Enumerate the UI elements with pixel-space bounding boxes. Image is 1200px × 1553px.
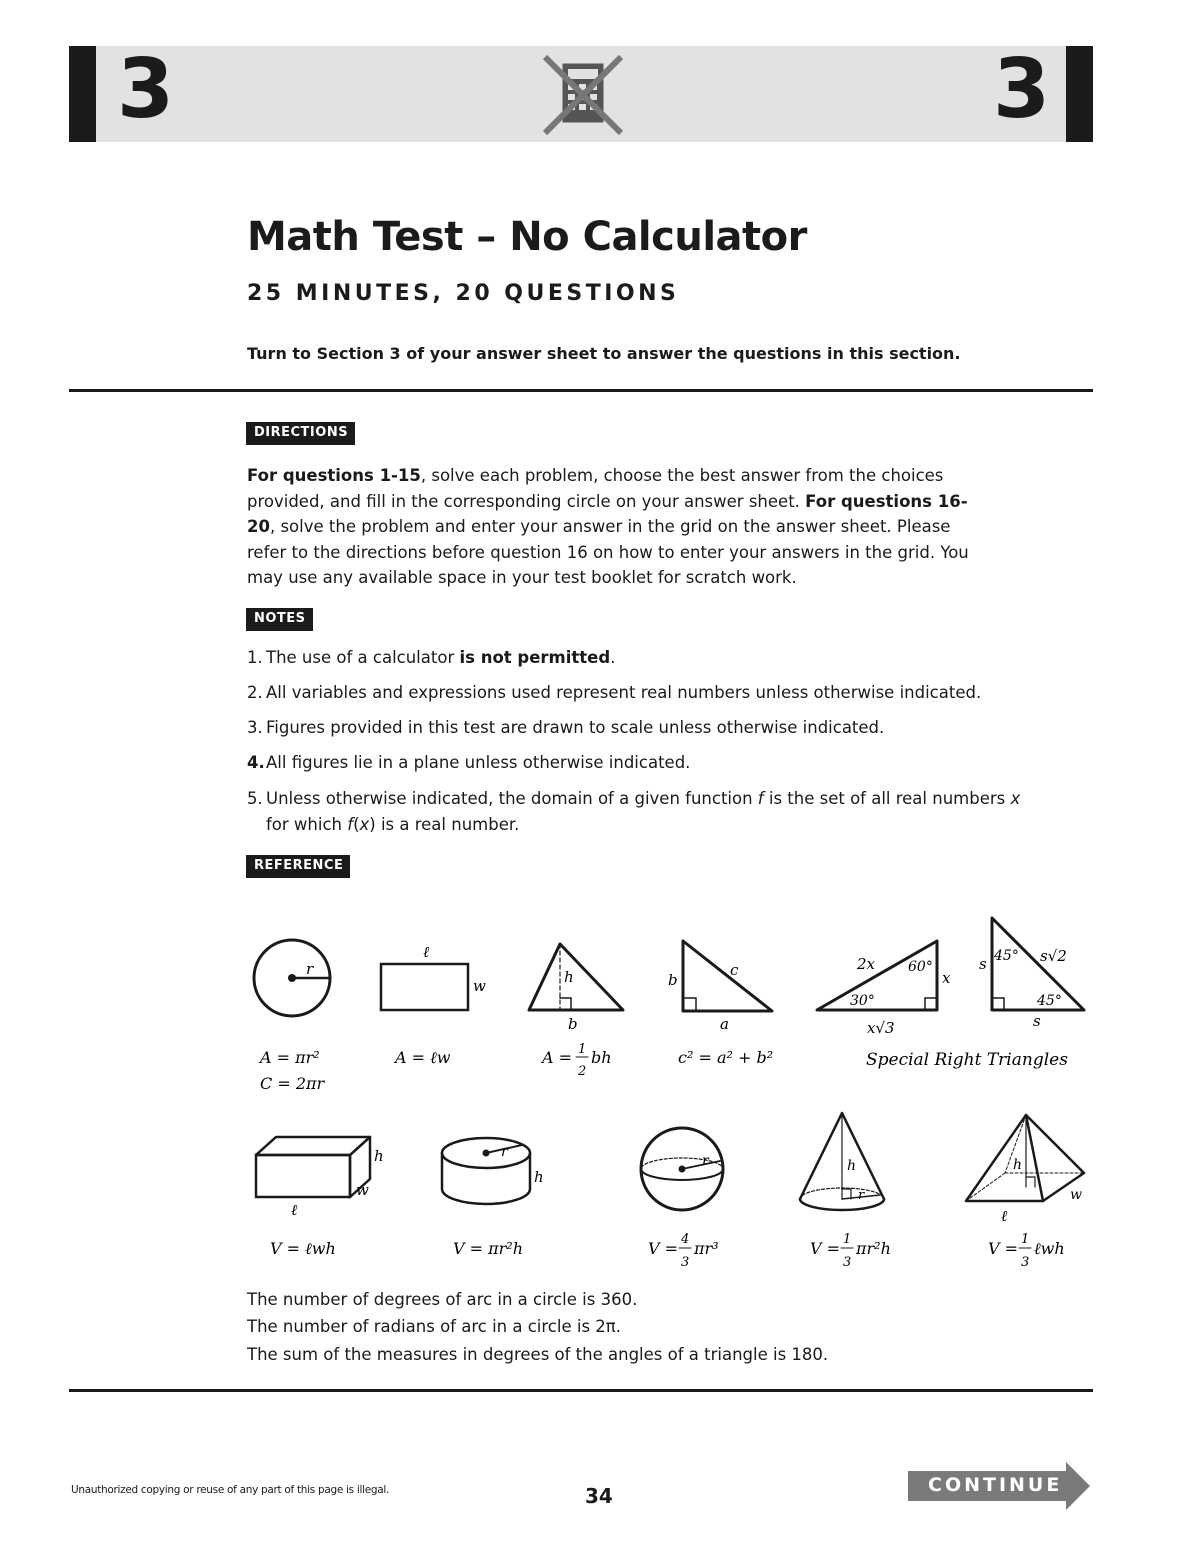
formula-num: 1 xyxy=(1021,1232,1030,1247)
note-text: ) is a real number. xyxy=(369,814,520,834)
label-30: 30° xyxy=(850,993,875,1009)
note-number: 1. xyxy=(247,648,263,667)
fact-degrees: The number of degrees of arc in a circle is 360. xyxy=(247,1290,638,1309)
reference-tag: REFERENCE xyxy=(246,855,350,878)
notes-tag: NOTES xyxy=(246,608,313,631)
note-var: x xyxy=(1010,789,1021,808)
page-subtitle: 25 MINUTES, 20 QUESTIONS xyxy=(247,281,680,306)
directions-q1-bold: For questions 1-15 xyxy=(247,466,421,485)
directions-tag: DIRECTIONS xyxy=(246,422,355,445)
label-r: r xyxy=(501,1144,508,1160)
section-bar-left xyxy=(69,46,96,142)
formula-pre: A = xyxy=(542,1048,573,1067)
note-3 xyxy=(247,715,1047,741)
note-text: ( xyxy=(353,814,360,834)
formula-circle-circumference: C = 2πr xyxy=(260,1074,325,1093)
section-header xyxy=(69,42,1093,142)
label-w: w xyxy=(1070,1187,1082,1203)
formula-rectangle-area: A = ℓw xyxy=(395,1048,451,1067)
directions-q2-text: , solve the problem and enter your answer in the grid on the answer sheet. Please refer to the directions before question 16 on how to enter your answers in the grid. You may use any available space in your test booklet for scratch work. xyxy=(247,517,969,587)
triangle-45-45-90-figure xyxy=(979,918,1084,1030)
note-2 xyxy=(247,680,1047,706)
note-number: 3. xyxy=(247,718,263,737)
note-emphasis: is not permitted xyxy=(459,648,611,667)
section-number-left: 3 xyxy=(117,42,175,137)
note-4 xyxy=(247,750,1047,776)
formula-den: 3 xyxy=(681,1255,690,1270)
note-5 xyxy=(247,786,1047,837)
label-w: w xyxy=(356,1181,369,1199)
note-var: f xyxy=(757,789,764,808)
label-h: h xyxy=(1013,1157,1023,1173)
label-45-bottom: 45° xyxy=(1037,993,1062,1009)
special-right-triangles-label: Special Right Triangles xyxy=(866,1050,1068,1070)
section-number-right: 3 xyxy=(993,42,1051,137)
note-text: The use of a calculator xyxy=(266,648,460,667)
formula-pre: V = xyxy=(648,1239,679,1258)
label-a: a xyxy=(720,1015,729,1033)
label-l: ℓ xyxy=(423,943,430,961)
label-x-root3: x√3 xyxy=(867,1019,895,1037)
label-w: w xyxy=(473,977,486,995)
label-l: ℓ xyxy=(291,1201,298,1219)
rectangle-figure xyxy=(381,943,486,1010)
formula-den: 3 xyxy=(843,1255,852,1270)
fact-triangle-angles: The sum of the measures in degrees of the angles of a triangle is 180. xyxy=(247,1345,829,1364)
cylinder-figure xyxy=(442,1138,544,1204)
label-c: c xyxy=(730,961,739,979)
label-x: x xyxy=(942,969,951,987)
formula-cone-volume xyxy=(810,1232,891,1270)
label-r: r xyxy=(306,960,314,978)
formula-cylinder-volume: V = πr²h xyxy=(453,1239,524,1258)
triangle-30-60-90-figure xyxy=(817,941,951,1037)
label-h: h xyxy=(374,1147,384,1165)
label-r: r xyxy=(858,1188,865,1203)
label-45-top: 45° xyxy=(994,948,1019,964)
label-s-root2: s√2 xyxy=(1040,947,1067,965)
formula-den: 2 xyxy=(578,1064,587,1079)
divider-bottom xyxy=(69,1389,1093,1392)
pyramid-figure xyxy=(966,1115,1084,1225)
directions-q1-text: , solve each problem, choose the best answer from the choices provided, and fill in the corresponding circle on your answer sheet. xyxy=(247,466,944,511)
formula-num: 1 xyxy=(843,1232,852,1247)
directions-q2-bold: For questions 16-20 xyxy=(247,491,968,536)
formula-box-volume: V = ℓwh xyxy=(270,1239,336,1258)
page-number: 34 xyxy=(585,1484,613,1508)
directions-text xyxy=(247,463,987,591)
note-var: x xyxy=(359,814,370,834)
label-b: b xyxy=(568,1015,578,1033)
formula-sphere-volume xyxy=(648,1232,719,1270)
fact-radians: The number of radians of arc in a circle is 2π. xyxy=(247,1317,621,1336)
formula-triangle-area xyxy=(540,1042,612,1079)
page-title: Math Test – No Calculator xyxy=(247,214,807,260)
formula-circle-area: A = πr² xyxy=(260,1048,320,1067)
label-h: h xyxy=(534,1168,544,1186)
label-r: r xyxy=(702,1153,709,1169)
continue-button[interactable] xyxy=(908,1462,1090,1514)
formula-den: 3 xyxy=(1021,1255,1030,1270)
formula-post: bh xyxy=(591,1048,612,1067)
triangle-figure xyxy=(529,944,623,1033)
note-text: All variables and expressions used represent real numbers unless otherwise indicated. xyxy=(266,683,982,702)
label-60: 60° xyxy=(908,959,933,975)
label-h: h xyxy=(847,1158,857,1174)
formula-num: 4 xyxy=(681,1232,690,1247)
note-number: 2. xyxy=(247,683,263,702)
label-s: s xyxy=(1033,1012,1041,1030)
note-text: is the set of all real numbers xyxy=(763,789,1011,808)
note-number: 4. xyxy=(247,753,265,772)
formula-post: ℓwh xyxy=(1034,1239,1065,1258)
formula-post: πr³ xyxy=(694,1239,719,1258)
copyright-notice: Unauthorized copying or reuse of any part of this page is illegal. xyxy=(71,1484,390,1496)
continue-label: CONTINUE xyxy=(928,1474,1063,1496)
note-text: All figures lie in a plane unless otherwise indicated. xyxy=(266,753,691,772)
note-number: 5. xyxy=(247,789,263,808)
label-2x: 2x xyxy=(857,955,876,973)
note-text: Figures provided in this test are drawn to scale unless otherwise indicated. xyxy=(266,718,885,737)
sphere-figure xyxy=(641,1128,723,1210)
formula-pyramid-volume xyxy=(988,1232,1065,1270)
circle-figure xyxy=(254,940,330,1016)
section-bar-right xyxy=(1066,46,1093,142)
label-l: ℓ xyxy=(1001,1207,1008,1225)
formula-pre: V = xyxy=(988,1239,1019,1258)
label-h: h xyxy=(564,968,574,986)
note-text: Unless otherwise indicated, the domain of a given function xyxy=(266,789,758,808)
note-text: for which xyxy=(266,814,348,834)
divider-top xyxy=(69,389,1093,392)
no-calculator-icon xyxy=(541,54,625,140)
note-text: . xyxy=(610,648,616,667)
right-triangle-figure xyxy=(668,941,772,1033)
formula-post: πr²h xyxy=(856,1239,891,1258)
label-s: s xyxy=(979,955,987,973)
label-b: b xyxy=(668,971,678,989)
formula-pythagorean: c² = a² + b² xyxy=(678,1048,774,1067)
section-instruction: Turn to Section 3 of your answer sheet to answer the questions in this section. xyxy=(247,344,961,363)
note-1 xyxy=(247,645,1047,671)
formula-pre: V = xyxy=(810,1239,841,1258)
note-var: f xyxy=(347,814,354,834)
formula-num: 1 xyxy=(578,1042,587,1057)
reference-figures xyxy=(240,905,1100,1294)
box-figure xyxy=(256,1137,384,1219)
cone-figure xyxy=(800,1113,884,1210)
